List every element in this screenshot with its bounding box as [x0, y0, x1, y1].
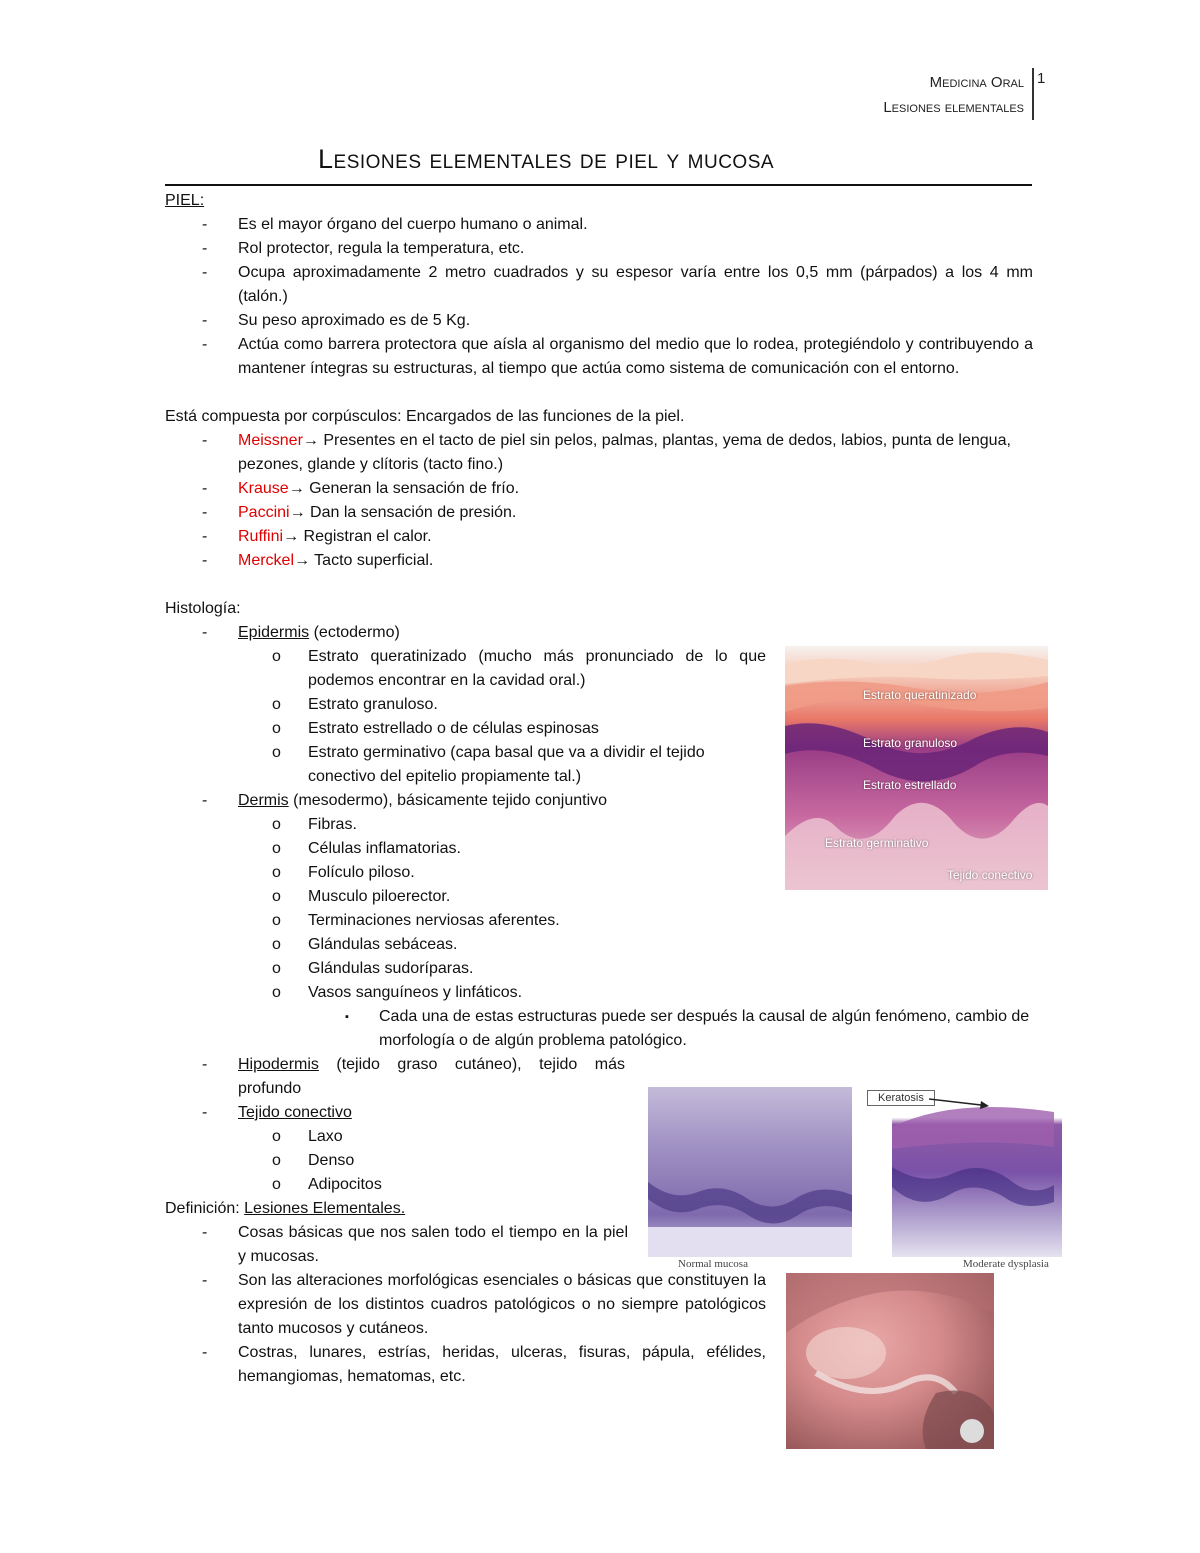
sub-list-item: o Denso	[272, 1152, 355, 1169]
corpusculos-intro: Está compuesta por corpúsculos: Encargados de las funciones de la piel.	[165, 408, 685, 425]
list-item: - Cosas básicas que nos salen todo el tiempo en la piel y mucosas.	[202, 1224, 628, 1265]
page-number: 1	[1037, 70, 1046, 87]
corpusculo-item: - Merckel→ Tacto superficial.	[202, 552, 434, 569]
list-item: - Es el mayor órgano del cuerpo humano o animal.	[202, 216, 588, 233]
header-topic: Lesiones elementales	[883, 99, 1024, 116]
histology-illustration	[785, 646, 1048, 890]
corpusculo-item: - Meissner→ Presentes en el tacto de piel sin pelos, palmas, plantas, yema de dedos, labios, punta de lengua, pezones, glande y clítoris (tacto fino.)	[202, 432, 1011, 473]
keratosis-callout: Keratosis	[867, 1090, 935, 1106]
piel-heading: PIEL:	[165, 192, 205, 209]
sub-list-item: o Fibras.	[272, 816, 357, 833]
header-course: Medicina Oral	[929, 74, 1024, 91]
page-title: Lesiones elementales de piel y mucosa	[318, 144, 775, 174]
figure-label: Estrato germinativo	[825, 836, 929, 850]
sub-list-item: o Glándulas sudoríparas.	[272, 960, 474, 977]
list-item: - Costras, lunares, estrías, heridas, ulceras, fisuras, pápula, efélides, hemangiomas, hematomas, etc.	[202, 1344, 766, 1385]
header-rule	[1032, 68, 1034, 120]
oral-lesion-photo	[786, 1273, 994, 1449]
hipodermis-item: - Hipodermis (tejido graso cutáneo), tejido más profundo	[202, 1056, 625, 1097]
figure-label: Estrato granuloso	[863, 736, 958, 750]
corpusculo-item: - Paccini→ Dan la sensación de presión.	[202, 504, 517, 521]
sub-list-item: o Vasos sanguíneos y linfáticos.	[272, 984, 523, 1001]
figure-label: Estrato estrellado	[863, 778, 957, 792]
running-header	[883, 70, 1024, 120]
normal-mucosa-caption: Normal mucosa	[678, 1258, 748, 1270]
sub-list-item: o Laxo	[272, 1128, 343, 1145]
moderate-dysplasia-image	[864, 1087, 1062, 1257]
list-item: - Su peso aproximado es de 5 Kg.	[202, 312, 471, 329]
sub-list-item: o Células inflamatorias.	[272, 840, 461, 857]
epidermis-item: - Epidermis (ectodermo)	[202, 624, 400, 641]
sub-list-item: o Folículo piloso.	[272, 864, 415, 881]
epidermis-histology-image	[785, 646, 1048, 890]
dysplasia-caption: Moderate dysplasia	[963, 1258, 1049, 1270]
title-underline	[165, 184, 1032, 186]
sub-list-item: o Terminaciones nerviosas aferentes.	[272, 912, 560, 929]
keratosis-arrow	[929, 1095, 989, 1111]
list-item: - Rol protector, regula la temperatura, etc.	[202, 240, 525, 257]
sub-sub-list-item: ▪ Cada una de estas estructuras puede ser después la causal de algún fenómeno, cambio de morfología o de algún problema patológico.	[345, 1008, 1030, 1049]
oral-lesion-illustration	[786, 1273, 994, 1449]
figure-label: Estrato queratinizado	[863, 688, 977, 702]
sub-list-item: o Musculo piloerector.	[272, 888, 451, 905]
figure-label: Tejido conectivo	[947, 868, 1033, 882]
list-item: - Ocupa aproximadamente 2 metro cuadrados y su espesor varía entre los 0,5 mm (párpados) a los 4 mm (talón.)	[202, 264, 1033, 305]
histologia-heading: Histología:	[165, 600, 241, 617]
dermis-item: - Dermis (mesodermo), básicamente tejido conjuntivo	[202, 792, 608, 809]
corpusculo-item: - Ruffini→ Registran el calor.	[202, 528, 432, 545]
definicion-line: Definición: Lesiones Elementales.	[165, 1200, 406, 1217]
list-item: - Actúa como barrera protectora que aísla al organismo del medio que lo rodea, protegiéndolo y contribuyendo a mantener íntegras su estructuras, al tiempo que actúa como sistema de comunicación con el entorno.	[202, 336, 1033, 377]
sub-list-item: o Glándulas sebáceas.	[272, 936, 458, 953]
sub-list-item: o Estrato germinativo (capa basal que va a dividir el tejido conectivo del epitelio propiamente tal.)	[272, 744, 705, 785]
normal-mucosa-image	[648, 1087, 852, 1257]
list-item: - Son las alteraciones morfológicas esenciales o básicas que constituyen la expresión de los distintos cuadros patológicos o no siempre patológicos tanto mucosos y cutáneos.	[202, 1272, 766, 1337]
sub-list-item: o Estrato estrellado o de células espinosas	[272, 720, 599, 737]
tejido-item: - Tejido conectivo	[202, 1104, 352, 1121]
normal-mucosa-illustration	[648, 1087, 852, 1257]
dysplasia-illustration	[864, 1087, 1062, 1257]
sub-list-item: o Estrato granuloso.	[272, 696, 438, 713]
sub-list-item: o Adipocitos	[272, 1176, 382, 1193]
sub-list-item: o Estrato queratinizado (mucho más pronunciado de lo que podemos encontrar en la cavidad oral.)	[272, 648, 766, 689]
corpusculo-item: - Krause→ Generan la sensación de frío.	[202, 480, 520, 497]
